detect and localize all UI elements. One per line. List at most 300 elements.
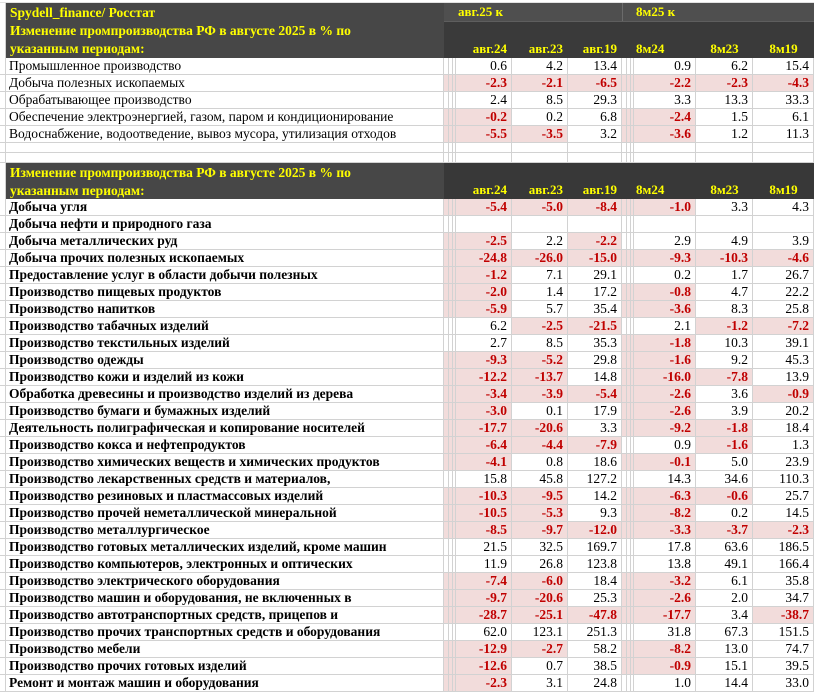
value-cell-8m24[interactable]: -2.2 bbox=[634, 75, 696, 92]
row-label-cell[interactable]: Обрабатывающее производство bbox=[6, 92, 444, 109]
separator-cell bbox=[444, 216, 456, 233]
row-label-cell[interactable]: Обработка древесины и производство изделий из дерева bbox=[6, 386, 444, 403]
value-cell-aug19[interactable]: 25.3 bbox=[568, 590, 622, 607]
col-header-8m23: 8м23 bbox=[696, 40, 753, 59]
separator-cell bbox=[622, 301, 634, 318]
value-cell-8m19[interactable]: 25.7 bbox=[753, 488, 814, 505]
value-cell-aug23[interactable]: 8.5 bbox=[512, 92, 568, 109]
blank-cell bbox=[456, 153, 512, 163]
value-cell-8m23[interactable]: 1.7 bbox=[696, 267, 753, 284]
row-label-cell[interactable]: Промышленное производство bbox=[6, 58, 444, 75]
blank-cell bbox=[634, 143, 696, 153]
value-cell-aug24[interactable]: 11.9 bbox=[456, 556, 512, 573]
table-row bbox=[0, 199, 814, 216]
table-row bbox=[0, 369, 814, 386]
value-cell-aug19[interactable]: -6.5 bbox=[568, 75, 622, 92]
value-cell-8m19[interactable]: 151.5 bbox=[753, 624, 814, 641]
value-cell-aug23[interactable]: 8.5 bbox=[512, 335, 568, 352]
value-cell-8m19[interactable]: 4.3 bbox=[753, 199, 814, 216]
value-cell-8m24[interactable]: 0.9 bbox=[634, 437, 696, 454]
value-cell-8m23[interactable]: -1.2 bbox=[696, 318, 753, 335]
value-cell-8m19[interactable]: 14.5 bbox=[753, 505, 814, 522]
value-cell-aug24[interactable]: -2.3 bbox=[456, 675, 512, 692]
value-cell-aug19[interactable]: 3.2 bbox=[568, 126, 622, 143]
row-label-cell[interactable]: Производство одежды bbox=[6, 352, 444, 369]
value-cell-aug23[interactable] bbox=[512, 216, 568, 233]
value-cell-aug23[interactable]: -13.7 bbox=[512, 369, 568, 386]
value-cell-aug23[interactable]: 0.2 bbox=[512, 109, 568, 126]
value-cell-8m24[interactable]: -3.6 bbox=[634, 126, 696, 143]
value-cell-8m19[interactable]: 22.2 bbox=[753, 284, 814, 301]
row-label-cell[interactable]: Предоставление услуг в области добычи полезных bbox=[6, 267, 444, 284]
separator-cell bbox=[622, 267, 634, 284]
value-cell-8m24[interactable]: 3.3 bbox=[634, 92, 696, 109]
value-cell-8m23[interactable]: -0.6 bbox=[696, 488, 753, 505]
value-cell-8m19[interactable]: 166.4 bbox=[753, 556, 814, 573]
table-row bbox=[0, 573, 814, 590]
value-cell-8m23[interactable]: 4.9 bbox=[696, 233, 753, 250]
value-cell-aug19[interactable]: 123.8 bbox=[568, 556, 622, 573]
value-cell-8m23[interactable]: -3.7 bbox=[696, 522, 753, 539]
value-cell-8m24[interactable]: -0.1 bbox=[634, 454, 696, 471]
value-cell-8m23[interactable] bbox=[696, 216, 753, 233]
value-cell-8m19[interactable]: 35.8 bbox=[753, 573, 814, 590]
row-label-cell[interactable]: Добыча прочих полезных ископаемых bbox=[6, 250, 444, 267]
group-header-aug25: авг.25 к bbox=[456, 3, 622, 21]
value-cell-aug19[interactable]: 6.8 bbox=[568, 109, 622, 126]
value-cell-aug19[interactable]: 29.3 bbox=[568, 92, 622, 109]
value-cell-8m23[interactable]: -1.6 bbox=[696, 437, 753, 454]
value-cell-8m23[interactable]: 15.1 bbox=[696, 658, 753, 675]
value-cell-aug19[interactable]: 14.2 bbox=[568, 488, 622, 505]
separator-cell bbox=[622, 675, 634, 692]
industry-detail-table bbox=[0, 199, 814, 692]
value-cell-aug23[interactable]: 0.1 bbox=[512, 403, 568, 420]
blank-cell bbox=[634, 153, 696, 163]
value-cell-aug24[interactable]: -5.5 bbox=[456, 126, 512, 143]
value-cell-8m23[interactable]: 10.3 bbox=[696, 335, 753, 352]
table-row bbox=[0, 488, 814, 505]
value-cell-8m24[interactable]: 14.3 bbox=[634, 471, 696, 488]
value-cell-aug23[interactable]: -26.0 bbox=[512, 250, 568, 267]
header-spacer bbox=[444, 3, 456, 21]
value-cell-aug23[interactable]: -20.6 bbox=[512, 420, 568, 437]
value-cell-8m24[interactable]: 31.8 bbox=[634, 624, 696, 641]
value-cell-aug23[interactable]: 1.4 bbox=[512, 284, 568, 301]
value-cell-aug24[interactable]: 15.8 bbox=[456, 471, 512, 488]
value-cell-8m24[interactable]: 0.9 bbox=[634, 58, 696, 75]
separator-cell bbox=[444, 318, 456, 335]
value-cell-8m23[interactable]: 3.3 bbox=[696, 199, 753, 216]
value-cell-8m19[interactable]: 33.3 bbox=[753, 92, 814, 109]
value-cell-aug23[interactable]: 0.7 bbox=[512, 658, 568, 675]
row-label-cell[interactable]: Водоснабжение, водоотведение, вывоз мусора, утилизация отходов bbox=[6, 126, 444, 143]
row-label-cell[interactable]: Обеспечение электроэнергией, газом, паром и кондиционирование bbox=[6, 109, 444, 126]
value-cell-8m23[interactable]: 3.6 bbox=[696, 386, 753, 403]
value-cell-aug24[interactable]: -28.7 bbox=[456, 607, 512, 624]
value-cell-8m19[interactable]: 23.9 bbox=[753, 454, 814, 471]
value-cell-8m23[interactable]: 9.2 bbox=[696, 352, 753, 369]
value-cell-8m23[interactable]: 1.5 bbox=[696, 109, 753, 126]
value-cell-aug24[interactable]: -12.9 bbox=[456, 641, 512, 658]
row-label-cell[interactable]: Производство напитков bbox=[6, 301, 444, 318]
separator-cell bbox=[622, 488, 634, 505]
value-cell-8m19[interactable]: 39.1 bbox=[753, 335, 814, 352]
separator-cell bbox=[622, 216, 634, 233]
value-cell-aug19[interactable]: 29.1 bbox=[568, 267, 622, 284]
value-cell-aug19[interactable]: 17.9 bbox=[568, 403, 622, 420]
value-cell-aug24[interactable]: -9.3 bbox=[456, 352, 512, 369]
value-cell-8m24[interactable]: -6.3 bbox=[634, 488, 696, 505]
value-cell-8m19[interactable] bbox=[753, 216, 814, 233]
value-cell-8m19[interactable]: 1.3 bbox=[753, 437, 814, 454]
value-cell-8m24[interactable]: -2.6 bbox=[634, 403, 696, 420]
value-cell-8m19[interactable]: -7.2 bbox=[753, 318, 814, 335]
value-cell-aug23[interactable]: -2.1 bbox=[512, 75, 568, 92]
value-cell-aug24[interactable]: -1.2 bbox=[456, 267, 512, 284]
value-cell-8m24[interactable] bbox=[634, 216, 696, 233]
value-cell-8m24[interactable]: -17.7 bbox=[634, 607, 696, 624]
value-cell-8m23[interactable]: 4.7 bbox=[696, 284, 753, 301]
value-cell-aug23[interactable]: -20.6 bbox=[512, 590, 568, 607]
value-cell-aug19[interactable]: 38.5 bbox=[568, 658, 622, 675]
row-label-cell[interactable]: Производство резиновых и пластмассовых изделий bbox=[6, 488, 444, 505]
value-cell-aug24[interactable]: 2.7 bbox=[456, 335, 512, 352]
value-cell-aug19[interactable]: 127.2 bbox=[568, 471, 622, 488]
value-cell-8m24[interactable]: -1.8 bbox=[634, 335, 696, 352]
value-cell-8m19[interactable]: 13.9 bbox=[753, 369, 814, 386]
value-cell-aug19[interactable]: -12.0 bbox=[568, 522, 622, 539]
row-label-cell[interactable]: Добыча нефти и природного газа bbox=[6, 216, 444, 233]
value-cell-8m23[interactable]: 63.6 bbox=[696, 539, 753, 556]
value-cell-8m23[interactable]: 49.1 bbox=[696, 556, 753, 573]
value-cell-8m23[interactable]: -1.8 bbox=[696, 420, 753, 437]
value-cell-aug23[interactable]: 4.2 bbox=[512, 58, 568, 75]
value-cell-aug19[interactable]: 169.7 bbox=[568, 539, 622, 556]
row-label-cell[interactable]: Производство компьютеров, электронных и оптических bbox=[6, 556, 444, 573]
value-cell-8m23[interactable]: 6.2 bbox=[696, 58, 753, 75]
value-cell-8m24[interactable]: -1.6 bbox=[634, 352, 696, 369]
value-cell-aug24[interactable]: -2.3 bbox=[456, 75, 512, 92]
value-cell-8m23[interactable]: -10.3 bbox=[696, 250, 753, 267]
value-cell-8m24[interactable]: -9.3 bbox=[634, 250, 696, 267]
row-label-cell[interactable]: Производство автотранспортных средств, прицепов и bbox=[6, 607, 444, 624]
value-cell-aug24[interactable]: -10.5 bbox=[456, 505, 512, 522]
value-cell-aug23[interactable]: 0.8 bbox=[512, 454, 568, 471]
value-cell-aug19[interactable]: 3.3 bbox=[568, 420, 622, 437]
value-cell-aug19[interactable] bbox=[568, 216, 622, 233]
value-cell-8m24[interactable]: -8.2 bbox=[634, 641, 696, 658]
row-label-cell[interactable]: Производство кокса и нефтепродуктов bbox=[6, 437, 444, 454]
value-cell-aug23[interactable]: -2.5 bbox=[512, 318, 568, 335]
value-cell-8m23[interactable]: 34.6 bbox=[696, 471, 753, 488]
value-cell-8m24[interactable]: -16.0 bbox=[634, 369, 696, 386]
value-cell-aug23[interactable]: -5.3 bbox=[512, 505, 568, 522]
row-label-cell[interactable]: Добыча металлических руд bbox=[6, 233, 444, 250]
detail-column-headers bbox=[444, 163, 814, 199]
value-cell-aug23[interactable]: -9.5 bbox=[512, 488, 568, 505]
row-label-cell[interactable]: Производство готовых металлических изделий, кроме машин bbox=[6, 539, 444, 556]
value-cell-8m23[interactable]: 5.0 bbox=[696, 454, 753, 471]
value-cell-aug24[interactable]: -3.0 bbox=[456, 403, 512, 420]
value-cell-aug19[interactable]: 14.8 bbox=[568, 369, 622, 386]
row-label-cell[interactable]: Производство пищевых продуктов bbox=[6, 284, 444, 301]
value-cell-aug24[interactable]: 6.2 bbox=[456, 318, 512, 335]
value-cell-aug23[interactable]: -3.5 bbox=[512, 126, 568, 143]
value-cell-aug23[interactable]: 32.5 bbox=[512, 539, 568, 556]
value-cell-8m23[interactable]: 2.0 bbox=[696, 590, 753, 607]
value-cell-8m24[interactable]: -3.3 bbox=[634, 522, 696, 539]
value-cell-8m19[interactable]: 110.3 bbox=[753, 471, 814, 488]
separator-cell bbox=[444, 143, 456, 153]
value-cell-8m24[interactable]: -0.8 bbox=[634, 284, 696, 301]
row-label-cell[interactable]: Производство бумаги и бумажных изделий bbox=[6, 403, 444, 420]
separator-cell bbox=[622, 250, 634, 267]
value-cell-aug23[interactable]: -2.7 bbox=[512, 641, 568, 658]
separator-cell bbox=[622, 624, 634, 641]
value-cell-aug23[interactable]: 3.1 bbox=[512, 675, 568, 692]
value-cell-8m24[interactable]: 0.2 bbox=[634, 267, 696, 284]
detail-title-line2: указанным периодам: bbox=[10, 183, 145, 198]
value-cell-aug24[interactable]: -9.7 bbox=[456, 590, 512, 607]
value-cell-8m19[interactable]: 33.0 bbox=[753, 675, 814, 692]
row-label-cell[interactable]: Производство кожи и изделий из кожи bbox=[6, 369, 444, 386]
row-label-cell[interactable]: Деятельность полиграфическая и копирование носителей bbox=[6, 420, 444, 437]
row-label-cell[interactable]: Производство текстильных изделий bbox=[6, 335, 444, 352]
value-cell-aug24[interactable]: -5.4 bbox=[456, 199, 512, 216]
separator-cell bbox=[444, 471, 456, 488]
value-cell-8m23[interactable]: -7.8 bbox=[696, 369, 753, 386]
value-cell-aug24[interactable]: -17.7 bbox=[456, 420, 512, 437]
value-cell-aug23[interactable]: -5.0 bbox=[512, 199, 568, 216]
blank-cell bbox=[696, 153, 753, 163]
value-cell-aug24[interactable]: -6.4 bbox=[456, 437, 512, 454]
table-row bbox=[0, 658, 814, 675]
value-cell-aug23[interactable]: 123.1 bbox=[512, 624, 568, 641]
header-spacer bbox=[444, 181, 456, 200]
row-label-cell[interactable]: Добыча угля bbox=[6, 199, 444, 216]
separator-cell bbox=[444, 607, 456, 624]
value-cell-8m19[interactable]: 39.5 bbox=[753, 658, 814, 675]
value-cell-8m19[interactable]: -2.3 bbox=[753, 522, 814, 539]
separator-cell bbox=[444, 92, 456, 109]
separator-cell bbox=[622, 233, 634, 250]
value-cell-aug19[interactable]: 13.4 bbox=[568, 58, 622, 75]
value-cell-8m24[interactable]: -3.6 bbox=[634, 301, 696, 318]
separator-cell bbox=[622, 590, 634, 607]
separator-cell bbox=[622, 369, 634, 386]
value-cell-aug19[interactable]: 35.4 bbox=[568, 301, 622, 318]
value-cell-aug24[interactable]: 62.0 bbox=[456, 624, 512, 641]
row-label-cell[interactable]: Производство машин и оборудования, не включенных в bbox=[6, 590, 444, 607]
value-cell-aug24[interactable]: -12.6 bbox=[456, 658, 512, 675]
value-cell-8m19[interactable]: 74.7 bbox=[753, 641, 814, 658]
value-cell-aug23[interactable]: -9.7 bbox=[512, 522, 568, 539]
separator-cell bbox=[622, 607, 634, 624]
value-cell-8m19[interactable]: -4.6 bbox=[753, 250, 814, 267]
value-cell-aug19[interactable]: 35.3 bbox=[568, 335, 622, 352]
table-row bbox=[0, 267, 814, 284]
value-cell-aug19[interactable]: -8.4 bbox=[568, 199, 622, 216]
value-cell-8m24[interactable]: -8.2 bbox=[634, 505, 696, 522]
value-cell-aug24[interactable]: 21.5 bbox=[456, 539, 512, 556]
separator-cell bbox=[444, 284, 456, 301]
value-cell-aug24[interactable]: -10.3 bbox=[456, 488, 512, 505]
value-cell-8m23[interactable]: 3.4 bbox=[696, 607, 753, 624]
table-row bbox=[0, 437, 814, 454]
value-cell-aug19[interactable]: -7.9 bbox=[568, 437, 622, 454]
summary-table-title-cell[interactable] bbox=[6, 3, 444, 58]
table-row bbox=[0, 420, 814, 437]
value-cell-8m19[interactable]: 34.7 bbox=[753, 590, 814, 607]
value-cell-8m19[interactable]: 25.8 bbox=[753, 301, 814, 318]
value-cell-aug23[interactable]: -3.9 bbox=[512, 386, 568, 403]
value-cell-8m24[interactable]: -2.6 bbox=[634, 386, 696, 403]
row-label-cell[interactable]: Производство прочих транспортных средств и оборудования bbox=[6, 624, 444, 641]
separator-cell bbox=[444, 539, 456, 556]
value-cell-aug19[interactable]: 29.8 bbox=[568, 352, 622, 369]
summary-column-headers bbox=[444, 3, 814, 58]
row-label-cell[interactable]: Производство химических веществ и химических продуктов bbox=[6, 454, 444, 471]
value-cell-8m23[interactable]: 14.4 bbox=[696, 675, 753, 692]
value-cell-8m24[interactable]: 17.8 bbox=[634, 539, 696, 556]
table-row bbox=[0, 318, 814, 335]
value-cell-aug23[interactable]: 5.7 bbox=[512, 301, 568, 318]
row-label-cell[interactable]: Добыча полезных ископаемых bbox=[6, 75, 444, 92]
value-cell-aug23[interactable]: 45.8 bbox=[512, 471, 568, 488]
value-cell-aug23[interactable]: -4.4 bbox=[512, 437, 568, 454]
row-label-cell[interactable]: Производство мебели bbox=[6, 641, 444, 658]
value-cell-aug24[interactable]: -4.1 bbox=[456, 454, 512, 471]
value-cell-aug19[interactable]: -21.5 bbox=[568, 318, 622, 335]
value-cell-aug19[interactable]: 251.3 bbox=[568, 624, 622, 641]
value-cell-8m24[interactable]: -3.2 bbox=[634, 573, 696, 590]
value-cell-aug24[interactable]: -24.8 bbox=[456, 250, 512, 267]
value-cell-8m24[interactable]: -0.9 bbox=[634, 658, 696, 675]
value-cell-8m23[interactable]: 13.3 bbox=[696, 92, 753, 109]
col-header-aug19: авг.19 bbox=[568, 181, 622, 200]
value-cell-aug19[interactable]: -2.2 bbox=[568, 233, 622, 250]
separator-cell bbox=[622, 403, 634, 420]
value-cell-aug24[interactable]: -2.0 bbox=[456, 284, 512, 301]
value-cell-8m23[interactable]: 0.2 bbox=[696, 505, 753, 522]
value-cell-8m19[interactable]: 18.4 bbox=[753, 420, 814, 437]
separator-cell bbox=[622, 352, 634, 369]
blank-row bbox=[0, 153, 814, 163]
col-header-aug23: авг.23 bbox=[512, 181, 568, 200]
value-cell-aug19[interactable]: 18.6 bbox=[568, 454, 622, 471]
blank-cell bbox=[696, 143, 753, 153]
value-cell-8m19[interactable]: 3.9 bbox=[753, 233, 814, 250]
row-label-cell[interactable]: Ремонт и монтаж машин и оборудования bbox=[6, 675, 444, 692]
value-cell-aug24[interactable]: -5.9 bbox=[456, 301, 512, 318]
row-label-cell[interactable]: Производство прочих готовых изделий bbox=[6, 658, 444, 675]
value-cell-8m19[interactable]: 45.3 bbox=[753, 352, 814, 369]
table-row bbox=[0, 75, 814, 92]
value-cell-aug19[interactable]: 58.2 bbox=[568, 641, 622, 658]
value-cell-aug24[interactable]: -2.5 bbox=[456, 233, 512, 250]
value-cell-8m24[interactable]: 13.8 bbox=[634, 556, 696, 573]
separator-cell bbox=[444, 126, 456, 143]
value-cell-8m24[interactable]: 2.9 bbox=[634, 233, 696, 250]
value-cell-8m19[interactable]: -0.9 bbox=[753, 386, 814, 403]
separator-cell bbox=[444, 624, 456, 641]
value-cell-aug19[interactable]: -47.8 bbox=[568, 607, 622, 624]
value-cell-8m23[interactable]: 3.9 bbox=[696, 403, 753, 420]
value-cell-aug24[interactable]: -0.2 bbox=[456, 109, 512, 126]
value-cell-8m24[interactable]: -9.2 bbox=[634, 420, 696, 437]
row-label-cell[interactable]: Производство прочей неметаллической минеральной bbox=[6, 505, 444, 522]
value-cell-aug19[interactable]: -15.0 bbox=[568, 250, 622, 267]
value-cell-aug23[interactable]: -5.2 bbox=[512, 352, 568, 369]
value-cell-8m24[interactable]: -2.6 bbox=[634, 590, 696, 607]
value-cell-8m23[interactable]: 1.2 bbox=[696, 126, 753, 143]
value-cell-8m24[interactable]: 1.0 bbox=[634, 675, 696, 692]
separator-cell bbox=[622, 58, 634, 75]
row-label-cell[interactable]: Производство электрического оборудования bbox=[6, 573, 444, 590]
table-row bbox=[0, 386, 814, 403]
value-cell-8m23[interactable]: -2.3 bbox=[696, 75, 753, 92]
value-cell-aug19[interactable]: 18.4 bbox=[568, 573, 622, 590]
row-label-cell[interactable]: Производство металлургическое bbox=[6, 522, 444, 539]
row-label-cell[interactable]: Производство лекарственных средств и материалов, bbox=[6, 471, 444, 488]
value-cell-aug24[interactable]: -8.5 bbox=[456, 522, 512, 539]
value-cell-aug23[interactable]: 2.2 bbox=[512, 233, 568, 250]
value-cell-8m19[interactable]: 6.1 bbox=[753, 109, 814, 126]
separator-cell bbox=[444, 658, 456, 675]
col-header-aug23: авг.23 bbox=[512, 40, 568, 59]
value-cell-aug19[interactable]: 9.3 bbox=[568, 505, 622, 522]
value-cell-8m23[interactable]: 13.0 bbox=[696, 641, 753, 658]
value-cell-aug24[interactable] bbox=[456, 216, 512, 233]
separator-cell bbox=[444, 369, 456, 386]
separator-cell bbox=[622, 153, 634, 163]
value-cell-8m23[interactable]: 67.3 bbox=[696, 624, 753, 641]
detail-table-title-cell[interactable] bbox=[6, 163, 444, 199]
separator-cell bbox=[622, 199, 634, 216]
value-cell-8m19[interactable]: 11.3 bbox=[753, 126, 814, 143]
separator-cell bbox=[444, 109, 456, 126]
value-cell-8m24[interactable]: 2.1 bbox=[634, 318, 696, 335]
value-cell-aug23[interactable]: -25.1 bbox=[512, 607, 568, 624]
value-cell-aug23[interactable]: -6.0 bbox=[512, 573, 568, 590]
value-cell-8m19[interactable]: 26.7 bbox=[753, 267, 814, 284]
separator-cell bbox=[444, 58, 456, 75]
value-cell-8m19[interactable]: 186.5 bbox=[753, 539, 814, 556]
value-cell-8m19[interactable]: 15.4 bbox=[753, 58, 814, 75]
value-cell-aug24[interactable]: -3.4 bbox=[456, 386, 512, 403]
value-cell-8m19[interactable]: 20.2 bbox=[753, 403, 814, 420]
value-cell-8m19[interactable]: -38.7 bbox=[753, 607, 814, 624]
value-cell-aug24[interactable]: 0.6 bbox=[456, 58, 512, 75]
value-cell-8m23[interactable]: 6.1 bbox=[696, 573, 753, 590]
value-cell-8m24[interactable]: -2.4 bbox=[634, 109, 696, 126]
value-cell-8m24[interactable]: -1.0 bbox=[634, 199, 696, 216]
row-label-cell[interactable]: Производство табачных изделий bbox=[6, 318, 444, 335]
value-cell-8m19[interactable]: -4.3 bbox=[753, 75, 814, 92]
value-cell-aug19[interactable]: 17.2 bbox=[568, 284, 622, 301]
value-cell-aug24[interactable]: 2.4 bbox=[456, 92, 512, 109]
value-cell-aug19[interactable]: 24.8 bbox=[568, 675, 622, 692]
value-cell-aug23[interactable]: 26.8 bbox=[512, 556, 568, 573]
value-cell-aug19[interactable]: -5.4 bbox=[568, 386, 622, 403]
value-cell-8m23[interactable]: 8.3 bbox=[696, 301, 753, 318]
separator-cell bbox=[622, 75, 634, 92]
value-cell-aug24[interactable]: -12.2 bbox=[456, 369, 512, 386]
separator-cell bbox=[622, 386, 634, 403]
value-cell-aug23[interactable]: 7.1 bbox=[512, 267, 568, 284]
value-cell-aug24[interactable]: -7.4 bbox=[456, 573, 512, 590]
